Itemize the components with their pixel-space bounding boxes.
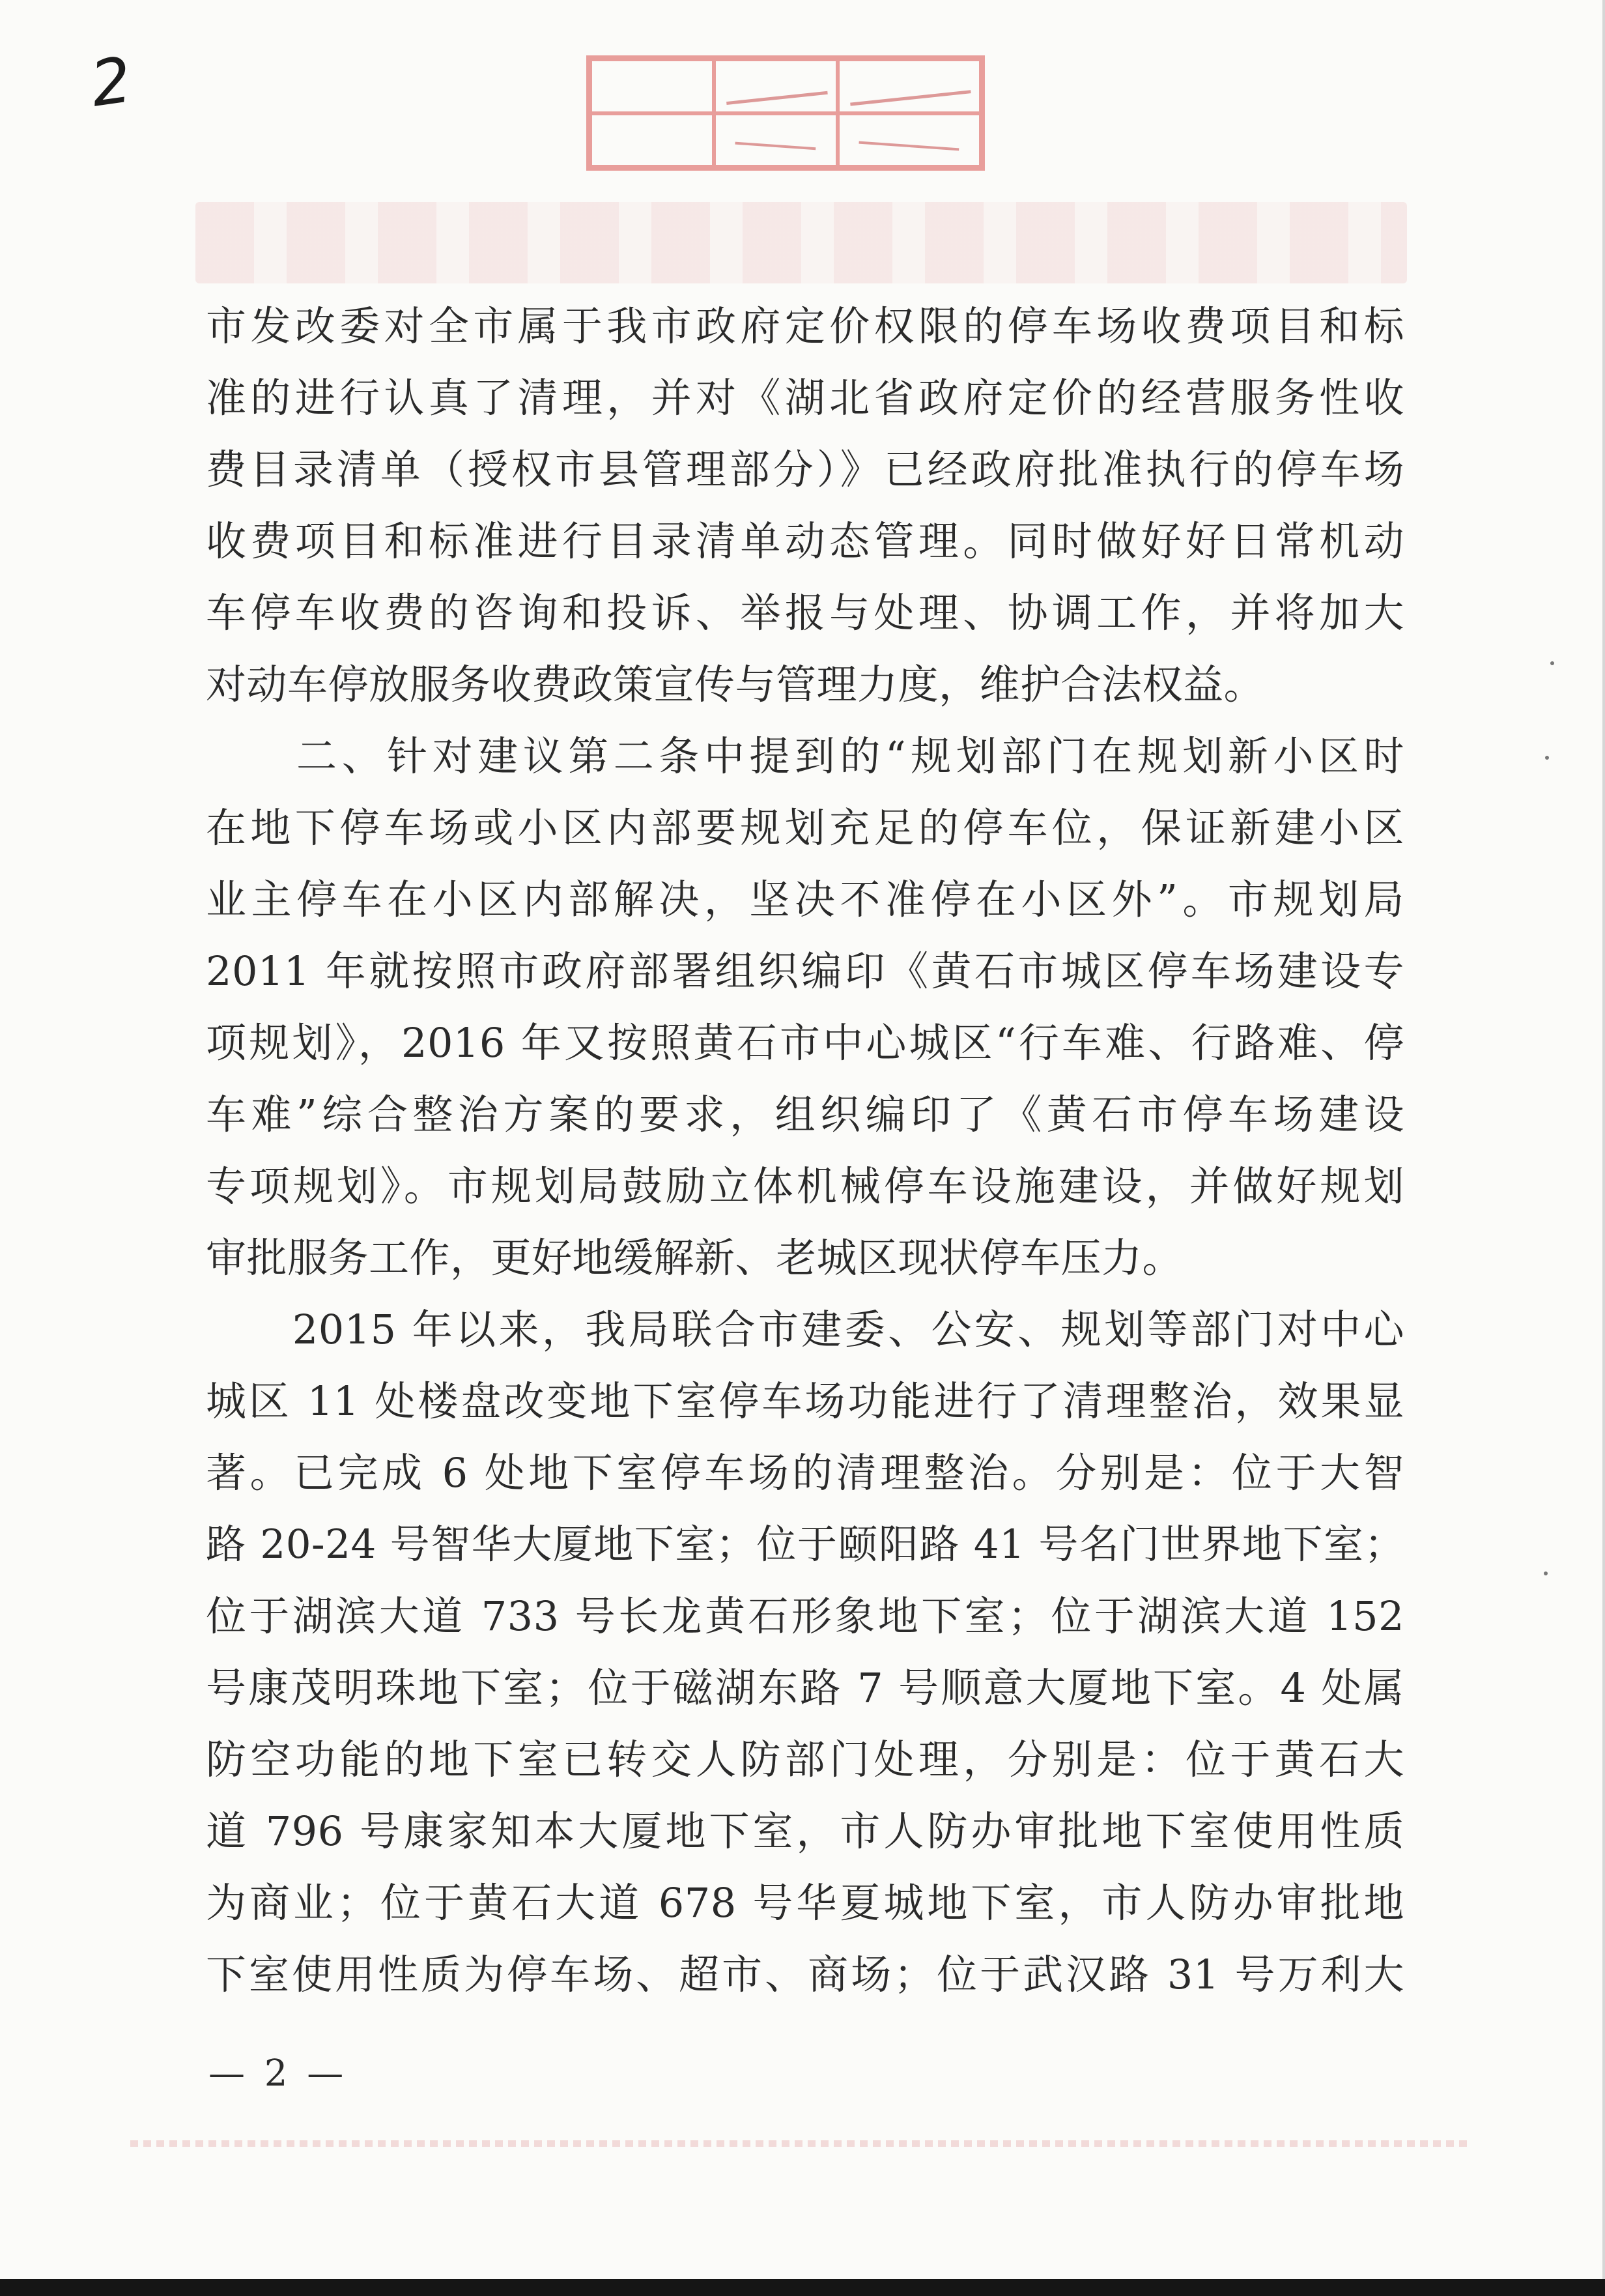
scan-edge-bottom — [0, 2279, 1605, 2296]
handwritten-page-mark: 2 — [86, 43, 136, 121]
text-line: 下室使用性质为停车场、超市、商场；位于武汉路 31 号万利大 — [206, 1951, 1404, 1998]
text-line: 业主停车在小区内部解决，坚决不准停在小区外”。市规划局 — [206, 876, 1404, 923]
scan-speck — [1544, 1571, 1548, 1575]
text-line: 市发改委对全市属于我市政府定价权限的停车场收费项目和标 — [206, 302, 1404, 350]
text-line: 专项规划》。市规划局鼓励立体机械停车设施建设，并做好规划 — [206, 1162, 1404, 1210]
stamp-cell — [714, 59, 838, 113]
text-line: 2015 年以来，我局联合市建委、公安、规划等部门对中心 — [206, 1306, 1404, 1353]
document-body — [206, 291, 1404, 2011]
text-line: 准的进行认真了清理，并对《湖北省政府定价的经营服务性收 — [206, 374, 1404, 422]
scan-speck — [1550, 661, 1554, 665]
text-line: 道 796 号康家知本大厦地下室，市人防办审批地下室使用性质 — [206, 1807, 1404, 1855]
text-line: 为商业；位于黄石大道 678 号华夏城地下室，市人防办审批地 — [206, 1879, 1404, 1927]
text-line: 号康茂明珠地下室；位于磁湖东路 7 号顺意大厦地下室。4 处属 — [206, 1664, 1404, 1712]
text-line: 收费项目和标准进行目录清单动态管理。同时做好好日常机动 — [206, 517, 1404, 565]
text-line: 防空功能的地下室已转交人防部门处理，分别是：位于黄石大 — [206, 1736, 1404, 1783]
page-number: — 2 — — [208, 2052, 348, 2095]
stamp-cell — [590, 59, 714, 113]
text-line: 审批服务工作，更好地缓解新、老城区现状停车压力。 — [206, 1234, 1184, 1282]
bottom-bleed-through — [130, 2140, 1472, 2147]
stamp-cell — [590, 113, 714, 167]
text-line: 位于湖滨大道 733 号长龙黄石形象地下室；位于湖滨大道 152 — [206, 1592, 1404, 1640]
stamp-cell — [838, 59, 981, 113]
text-line: 城区 11 处楼盘改变地下室停车场功能进行了清理整治，效果显 — [206, 1377, 1404, 1425]
text-line: 2011 年就按照市政府部署组织编印《黄石市城区停车场建设专 — [206, 947, 1404, 995]
text-line: 著。已完成 6 处地下室停车场的清理整治。分别是：位于大智 — [206, 1449, 1404, 1497]
text-line: 项规划》，2016 年又按照黄石市中心城区“行车难、行路难、停 — [206, 1019, 1404, 1067]
header-bleed-through — [195, 202, 1407, 283]
text-line: 车难”综合整治方案的要求，组织编印了《黄石市停车场建设 — [206, 1091, 1404, 1138]
receipt-stamp — [586, 55, 985, 171]
text-line: 二、针对建议第二条中提到的“规划部门在规划新小区时 — [206, 732, 1404, 780]
stamp-cell — [838, 113, 981, 167]
stamp-cell — [714, 113, 838, 167]
text-line: 对动车停放服务收费政策宣传与管理力度，维护合法权益。 — [206, 661, 1265, 708]
text-line: 路 20-24 号智华大厦地下室；位于颐阳路 41 号名门世界地下室； — [206, 1521, 1404, 1568]
text-line: 车停车收费的咨询和投诉、举报与处理、协调工作，并将加大 — [206, 589, 1404, 637]
scan-edge-right — [1602, 0, 1605, 2296]
text-line: 在地下停车场或小区内部要规划充足的停车位，保证新建小区 — [206, 804, 1404, 852]
scan-speck — [1545, 756, 1549, 760]
text-line: 费目录清单（授权市县管理部分）》已经政府批准执行的停车场 — [206, 446, 1404, 493]
